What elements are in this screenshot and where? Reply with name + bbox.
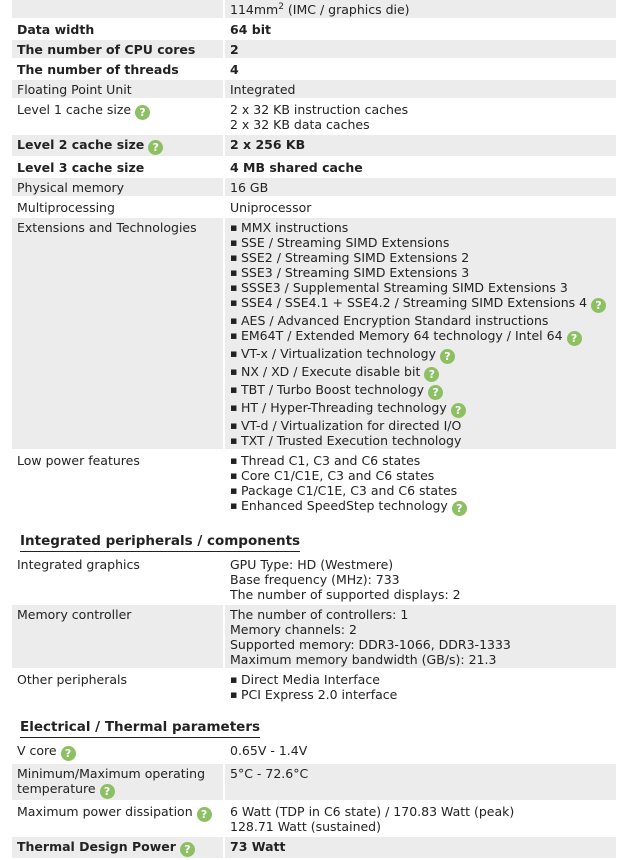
row-value: Supported memory: DDR3-1066, DDR3-1333 xyxy=(230,637,511,652)
list-item: ▪ SSSE3 / Supplemental Streaming SIMD Extensions 3 xyxy=(241,280,611,295)
row-label: Level 1 cache size xyxy=(17,102,132,117)
row-value: 6 Watt (TDP in C6 state) / 170.83 Watt (peak) xyxy=(230,804,515,819)
row-value: 4 MB shared cache xyxy=(223,158,616,176)
list-item: ▪ TXT / Trusted Execution technology xyxy=(241,433,611,448)
list-item: ▪ TBT / Turbo Boost technology ? xyxy=(241,382,611,400)
row-value: GPU Type: HD (Westmere) xyxy=(230,557,394,572)
table-row xyxy=(12,100,616,133)
list-item: ▪ AES / Advanced Encryption Standard instructions xyxy=(241,313,611,328)
list-item: ▪ SSE4 / SSE4.1 + SSE4.2 / Streaming SIMD Extensions 4 ? xyxy=(241,295,611,313)
table-row xyxy=(12,135,616,156)
table-row xyxy=(12,178,616,196)
help-icon[interactable]: ? xyxy=(591,298,606,313)
row-value: Base frequency (MHz): 733 xyxy=(230,572,400,587)
table-row xyxy=(12,198,616,216)
row-value: 2 xyxy=(223,40,616,58)
list-item: ▪ EM64T / Extended Memory 64 technology / Intel 64 ? xyxy=(241,328,611,346)
row-value: Integrated xyxy=(223,80,616,98)
list-item: ▪ SSE2 / Streaming SIMD Extensions 2 xyxy=(241,250,611,265)
help-icon[interactable]: ? xyxy=(148,140,163,155)
low-power-list xyxy=(230,453,611,516)
table-row xyxy=(12,218,616,449)
row-value: 73 Watt xyxy=(223,837,616,858)
list-item: ▪ Core C1/C1E, C3 and C6 states xyxy=(241,468,611,483)
list-item: ▪ HT / Hyper-Threading technology ? xyxy=(241,400,611,418)
list-item: ▪ Thread C1, C3 and C6 states xyxy=(241,453,611,468)
row-label: Level 3 cache size xyxy=(17,160,145,175)
list-item: ▪ Package C1/C1E, C3 and C6 states xyxy=(241,483,611,498)
help-icon[interactable]: ? xyxy=(100,784,115,799)
row-value: 0.65V - 1.4V xyxy=(223,741,616,762)
table-row xyxy=(12,670,616,703)
list-item: ▪ PCI Express 2.0 interface xyxy=(241,687,611,702)
spec-table-processor xyxy=(12,0,616,519)
list-item: ▪ Enhanced SpeedStep technology ? xyxy=(241,498,611,516)
list-item: ▪ SSE / Streaming SIMD Extensions xyxy=(241,235,611,250)
row-value: 5°C - 72.6°C xyxy=(223,764,616,800)
list-item: ▪ NX / XD / Execute disable bit ? xyxy=(241,364,611,382)
table-row xyxy=(12,741,616,762)
help-icon[interactable]: ? xyxy=(428,385,443,400)
table-row xyxy=(12,60,616,78)
die-size-value: $114mm^2$ (IMC / graphics die) xyxy=(223,0,616,18)
row-value: Uniprocessor xyxy=(223,198,616,216)
row-value: 2 x 32 KB instruction caches xyxy=(230,102,409,117)
row-label: Multiprocessing xyxy=(17,200,115,215)
extensions-list xyxy=(230,220,611,448)
help-icon[interactable]: ? xyxy=(61,746,76,761)
table-row xyxy=(12,0,616,18)
row-label: Physical memory xyxy=(12,178,223,196)
list-item: ▪ VT-x / Virtualization technology ? xyxy=(241,346,611,364)
table-row xyxy=(12,40,616,58)
row-value: Maximum memory bandwidth (GB/s): 21.3 xyxy=(230,652,497,667)
row-label: Integrated graphics xyxy=(17,557,140,572)
help-icon[interactable]: ? xyxy=(197,807,212,822)
table-row xyxy=(12,555,616,603)
peripherals-list xyxy=(230,672,611,702)
help-icon[interactable]: ? xyxy=(180,842,195,857)
table-row xyxy=(12,451,616,517)
row-label: Floating Point Unit xyxy=(12,80,223,98)
row-value: The number of controllers: 1 xyxy=(230,607,409,622)
spec-table-peripherals xyxy=(12,553,616,705)
row-label: Memory controller xyxy=(12,605,223,668)
list-item: ▪ SSE3 / Streaming SIMD Extensions 3 xyxy=(241,265,611,280)
row-value: The number of supported displays: 2 xyxy=(230,587,461,602)
row-value: 2 x 256 KB xyxy=(223,135,616,156)
row-label: V core xyxy=(17,743,57,758)
row-label: Other peripherals xyxy=(17,672,128,687)
row-label: Minimum/Maximum operating temperature xyxy=(17,766,206,796)
table-row xyxy=(12,158,616,176)
row-label: The number of CPU cores xyxy=(12,40,223,58)
list-item: ▪ Direct Media Interface xyxy=(241,672,611,687)
row-value: 4 xyxy=(223,60,616,78)
section-title: Electrical / Thermal parameters xyxy=(20,719,260,738)
row-label: Maximum power dissipation xyxy=(17,804,193,819)
help-icon[interactable]: ? xyxy=(440,349,455,364)
help-icon[interactable]: ? xyxy=(451,403,466,418)
table-row xyxy=(12,837,616,858)
list-item: ▪ VT-d / Virtualization for directed I/O xyxy=(241,418,611,433)
table-row xyxy=(12,80,616,98)
row-value: 128.71 Watt (sustained) xyxy=(230,819,381,834)
row-label: Data width xyxy=(17,22,95,37)
row-value: Memory channels: 2 xyxy=(230,622,357,637)
table-row xyxy=(12,20,616,38)
list-item: ▪ MMX instructions xyxy=(241,220,611,235)
table-row xyxy=(12,605,616,668)
table-row xyxy=(12,764,616,800)
help-icon[interactable]: ? xyxy=(135,105,150,120)
row-label: Low power features xyxy=(17,453,140,468)
help-icon[interactable]: ? xyxy=(567,331,582,346)
help-icon[interactable]: ? xyxy=(452,501,467,516)
row-label: The number of threads xyxy=(17,62,179,77)
row-label: Level 2 cache size xyxy=(17,137,145,152)
spec-table-electrical xyxy=(12,739,616,860)
help-icon[interactable]: ? xyxy=(424,367,439,382)
section-title: Integrated peripherals / components xyxy=(20,533,300,552)
row-label: Extensions and Technologies xyxy=(12,218,223,449)
row-label: Thermal Design Power xyxy=(17,839,176,854)
row-value: 2 x 32 KB data caches xyxy=(230,117,370,132)
table-row xyxy=(12,802,616,835)
row-value: 64 bit xyxy=(223,20,616,38)
row-value: 16 GB xyxy=(223,178,616,196)
